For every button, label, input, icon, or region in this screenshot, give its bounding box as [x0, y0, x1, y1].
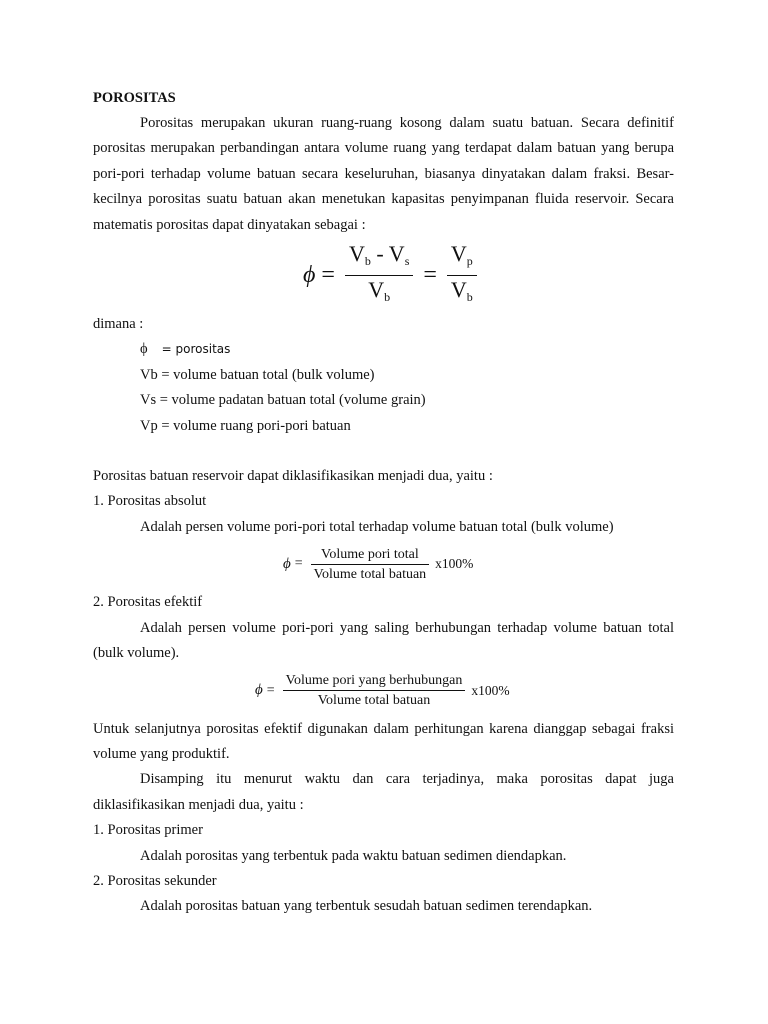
desc-absolut: Adalah persen volume pori-pori total terhadap volume batuan total (bulk volume)	[140, 518, 614, 535]
absolut-formula	[93, 540, 674, 590]
fraction-denominator: Volume total batuan	[313, 566, 427, 582]
phi-symbol: ϕ	[255, 682, 263, 698]
heading-absolut: 1. Porositas absolut	[93, 493, 207, 510]
classification-intro: Porositas batuan reservoir dapat diklasifikasikan menjadi dua, yaitu :	[93, 468, 493, 485]
efektif-formula	[93, 667, 674, 717]
desc-sekunder: Adalah porositas batuan yang terbentuk sesudah batuan sedimen terendapkan.	[140, 898, 593, 915]
phi-symbol: ϕ	[303, 261, 316, 288]
definition-vb: Vb = volume batuan total (bulk volume)	[140, 366, 375, 383]
percent-factor: x100%	[435, 556, 474, 572]
fraction-denominator: $V_b$	[450, 276, 473, 304]
fraction-denominator: $V_b$	[368, 276, 391, 304]
porosity-formula-body	[303, 240, 481, 310]
dimana-label: dimana :	[93, 316, 144, 333]
heading-primer: 1. Porositas primer	[93, 822, 203, 839]
section-title: POROSITAS	[93, 90, 176, 106]
porosity-formula	[93, 240, 674, 312]
equals-sign: =	[294, 556, 303, 572]
heading-sekunder: 2. Porositas sekunder	[93, 872, 217, 889]
fraction-numerator: $V_p$	[450, 240, 473, 268]
absolut-fraction	[311, 545, 430, 584]
fraction-pore-over-bulk	[447, 240, 477, 311]
equals-sign: =	[423, 261, 437, 288]
intro-paragraph: Porositas merupakan ukuran ruang-ruang kosong dalam suatu batuan. Secara definitif porositas merupakan perbandingan antara volume ruang yang terdapat dalam batuan yang berupa pori-pori terhadap volume batuan secara keseluruhan, biasanya dinyatakan dalam fraksi. Besar-kecilnya porositas suatu batuan akan menetukan kapasitas penyimpanan fluida reservoir. Secara matematis porositas dapat dinyatakan sebagai :	[93, 115, 674, 233]
definition-vp: Vp = volume ruang pori-pori batuan	[140, 417, 351, 434]
percent-factor: x100%	[471, 682, 510, 698]
definition-vs: Vs = volume padatan batuan total (volume grain)	[140, 392, 426, 409]
fraction-bulk-minus-solid	[345, 240, 413, 311]
efektif-formula-body	[255, 667, 510, 715]
desc-efektif: Adalah persen volume pori-pori yang saling berhubungan terhadap volume batuan total (bulk volume).	[93, 619, 674, 662]
desc-primer: Adalah porositas yang terbentuk pada waktu batuan sedimen diendapkan.	[140, 847, 567, 864]
fraction-numerator: Volume pori yang berhubungan	[285, 673, 463, 688]
absolut-formula-body	[283, 540, 473, 588]
efektif-fraction	[283, 671, 466, 710]
phi-symbol: ϕ	[140, 341, 148, 358]
fraction-numerator: Volume pori total	[321, 546, 419, 562]
equals-sign: =	[266, 682, 275, 698]
time-classification-intro: Disamping itu menurut waktu dan cara terjadinya, maka porositas dapat juga diklasifikasikan menjadi dua, yaitu :	[93, 771, 674, 813]
equals-sign: =	[321, 261, 335, 288]
phi-symbol: ϕ	[283, 555, 291, 572]
definition-phi: ϕ = porositas	[140, 341, 231, 358]
heading-efektif: 2. Porositas efektif	[93, 594, 203, 611]
fraction-numerator: $V_b - V_s$	[348, 240, 410, 268]
efektif-note: Untuk selanjutnya porositas efektif digunakan dalam perhitungan karena dianggap sebagai fraksi volume yang produktif.	[93, 720, 674, 762]
fraction-denominator: Volume total batuan	[317, 693, 431, 708]
